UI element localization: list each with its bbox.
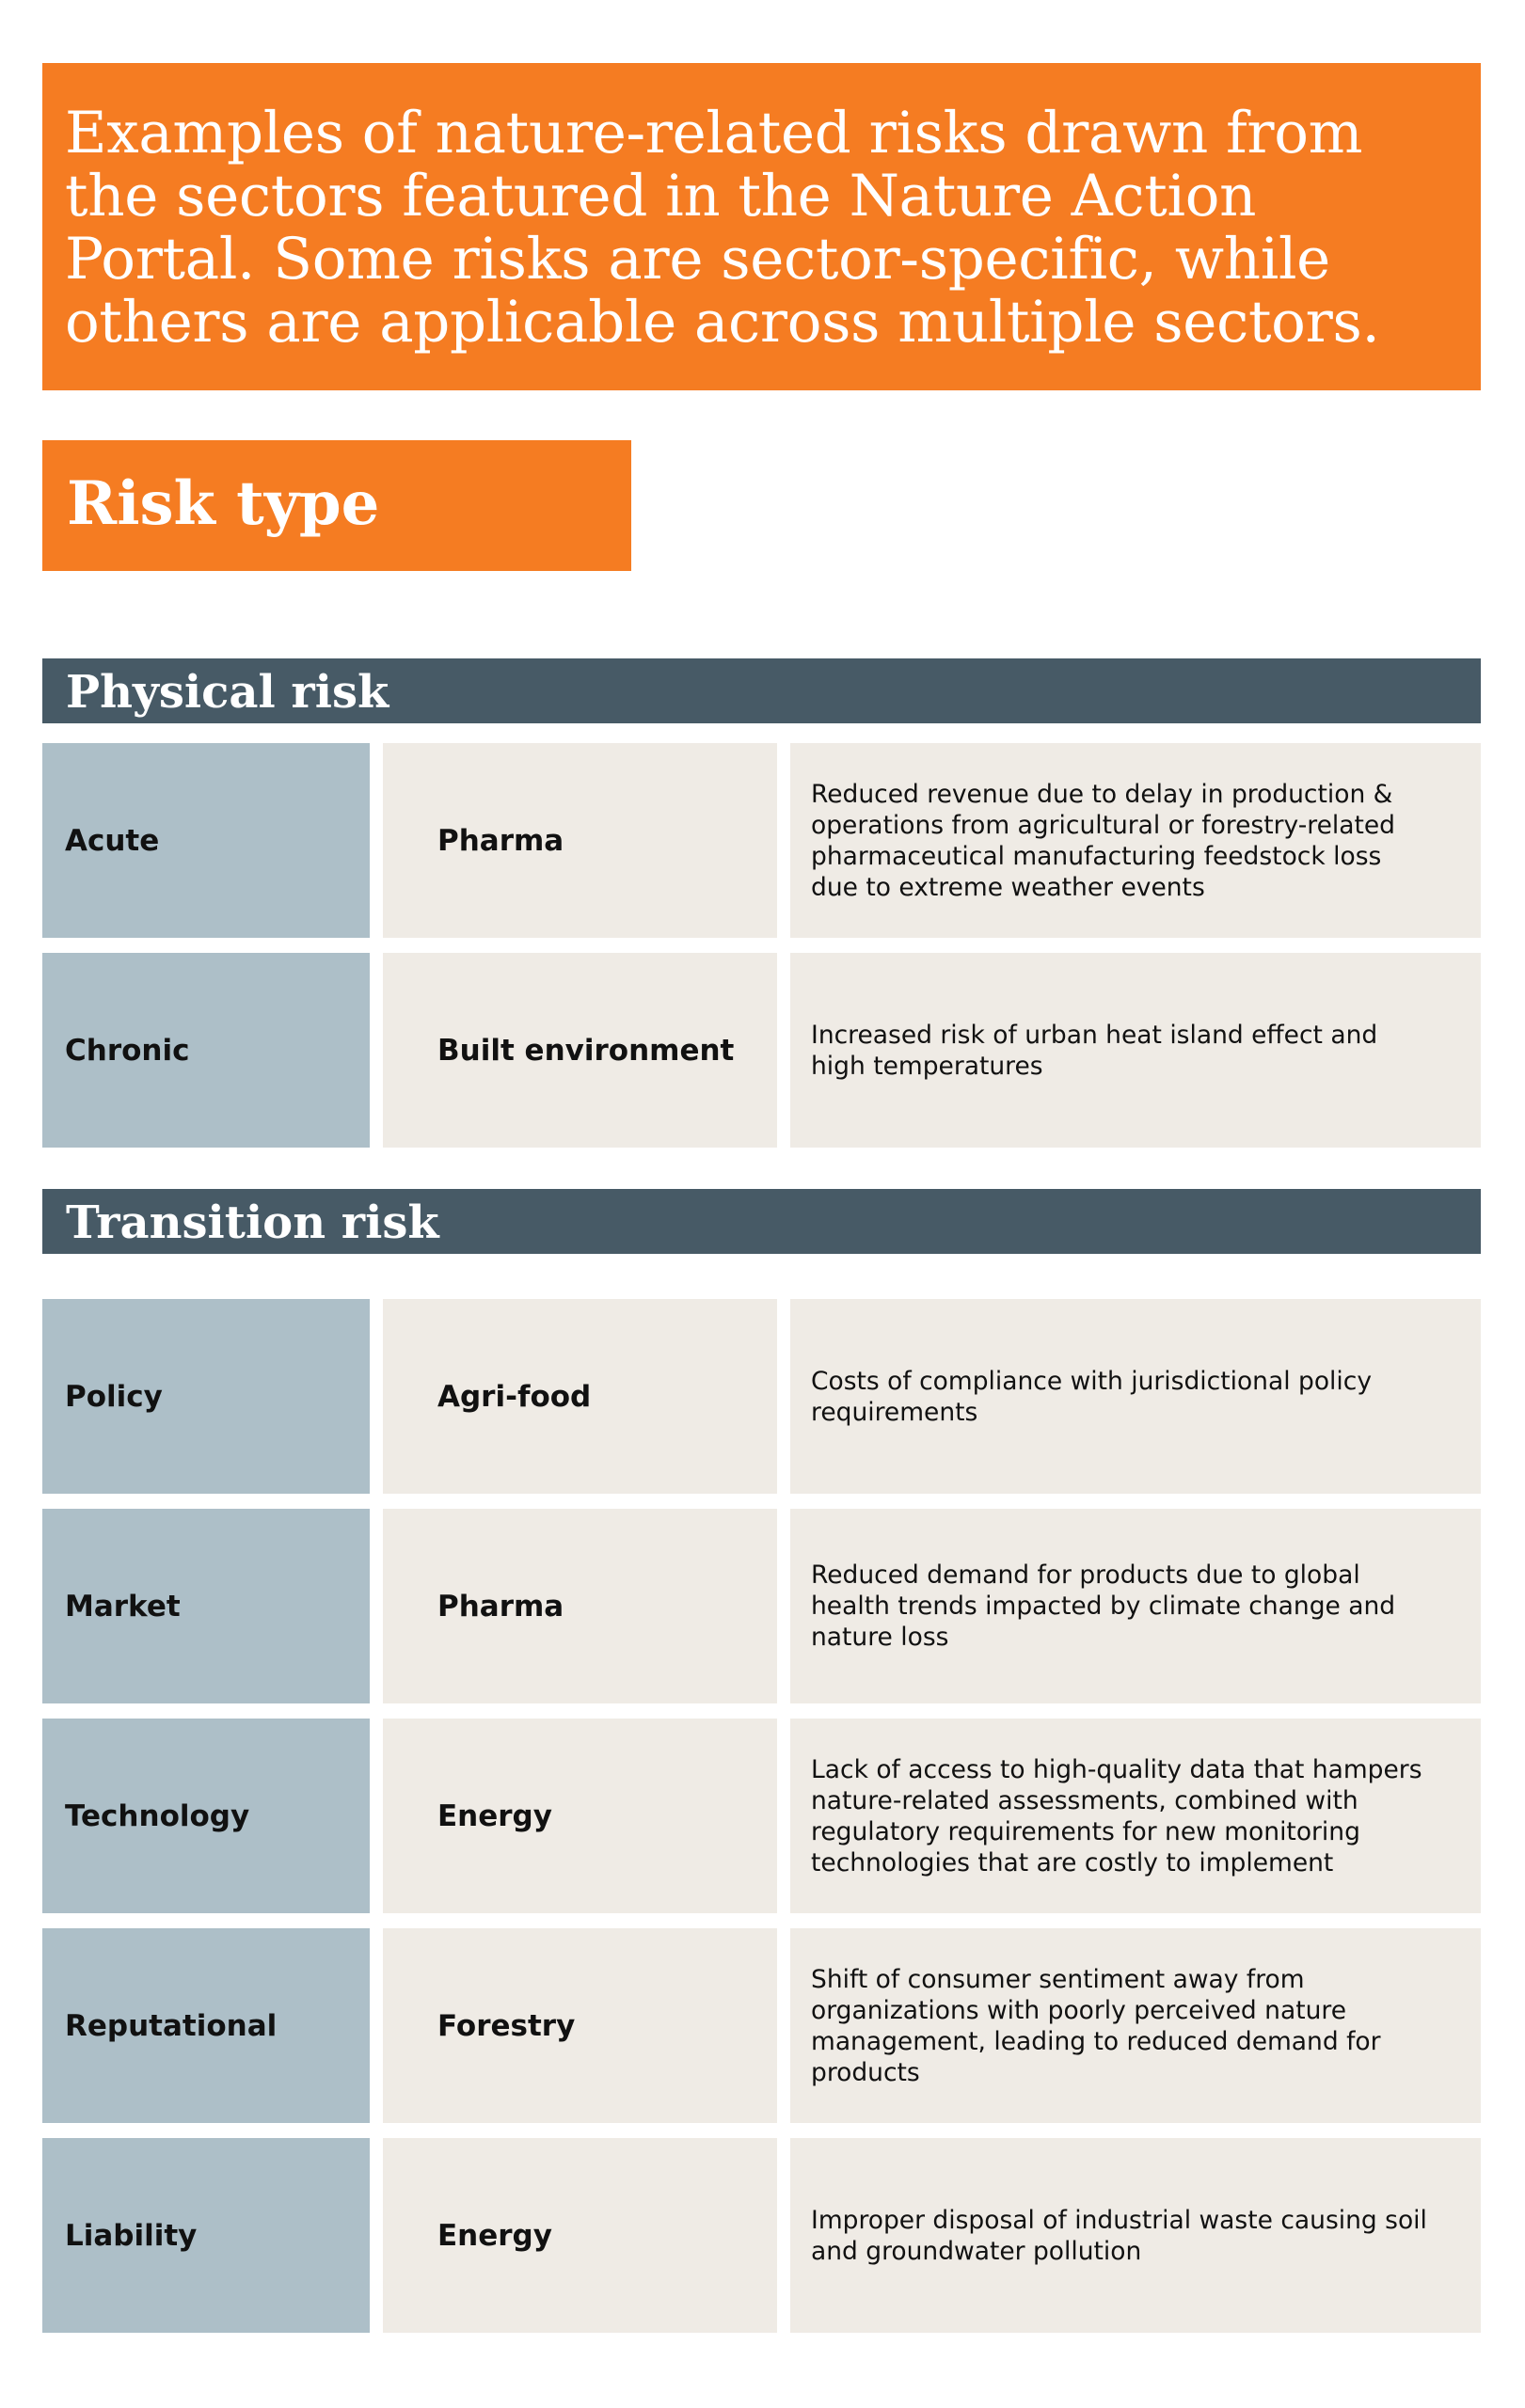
table-row [42,1299,1481,1494]
table-row [42,1509,1481,1703]
risk-type-cell: Policy [42,1299,370,1494]
risk-type-cell: Technology [42,1719,370,1913]
table-row [42,743,1481,938]
sector-cell: Forestry [383,1928,777,2123]
risk-type-cell: Liability [42,2138,370,2333]
description-cell: Increased risk of urban heat island effect and high temperatures [790,953,1481,1148]
physical-risk-header [42,658,1481,723]
sector-cell: Agri-food [383,1299,777,1494]
intro-text: Examples of nature-related risks drawn from the sectors featured in the Nature Action Portal. Some risks are sector-specific, while others are applicable across multiple sectors. [65,100,1380,356]
description-cell: Lack of access to high-quality data that hampers nature-related assessments, combined with regulatory requirements for new monitoring technologies that are costly to implement [790,1719,1481,1913]
description-cell: Costs of compliance with jurisdictional policy requirements [790,1299,1481,1494]
transition-risk-header [42,1189,1481,1254]
table-row [42,1719,1481,1913]
description-cell: Reduced demand for products due to global health trends impacted by climate change and nature loss [790,1509,1481,1703]
risk-type-cell: Reputational [42,1928,370,2123]
sector-cell: Pharma [383,1509,777,1703]
sector-cell: Energy [383,1719,777,1913]
sector-cell: Built environment [383,953,777,1148]
table-row [42,1928,1481,2123]
intro-banner [42,63,1481,390]
risk-type-cell: Chronic [42,953,370,1148]
description-cell: Improper disposal of industrial waste causing soil and groundwater pollution [790,2138,1481,2333]
risk-type-label: Risk type [67,468,380,539]
risk-type-heading [42,440,631,571]
sector-cell: Pharma [383,743,777,938]
risk-type-cell: Acute [42,743,370,938]
description-cell: Reduced revenue due to delay in production & operations from agricultural or forestry-related pharmaceutical manufacturing feedstock loss due to extreme weather events [790,743,1481,938]
table-row [42,953,1481,1148]
description-cell: Shift of consumer sentiment away from organizations with poorly perceived nature management, leading to reduced demand for products [790,1928,1481,2123]
section-title: Transition risk [66,1196,439,1249]
table-row [42,2138,1481,2333]
sector-cell: Energy [383,2138,777,2333]
section-title: Physical risk [66,666,389,719]
risk-type-cell: Market [42,1509,370,1703]
